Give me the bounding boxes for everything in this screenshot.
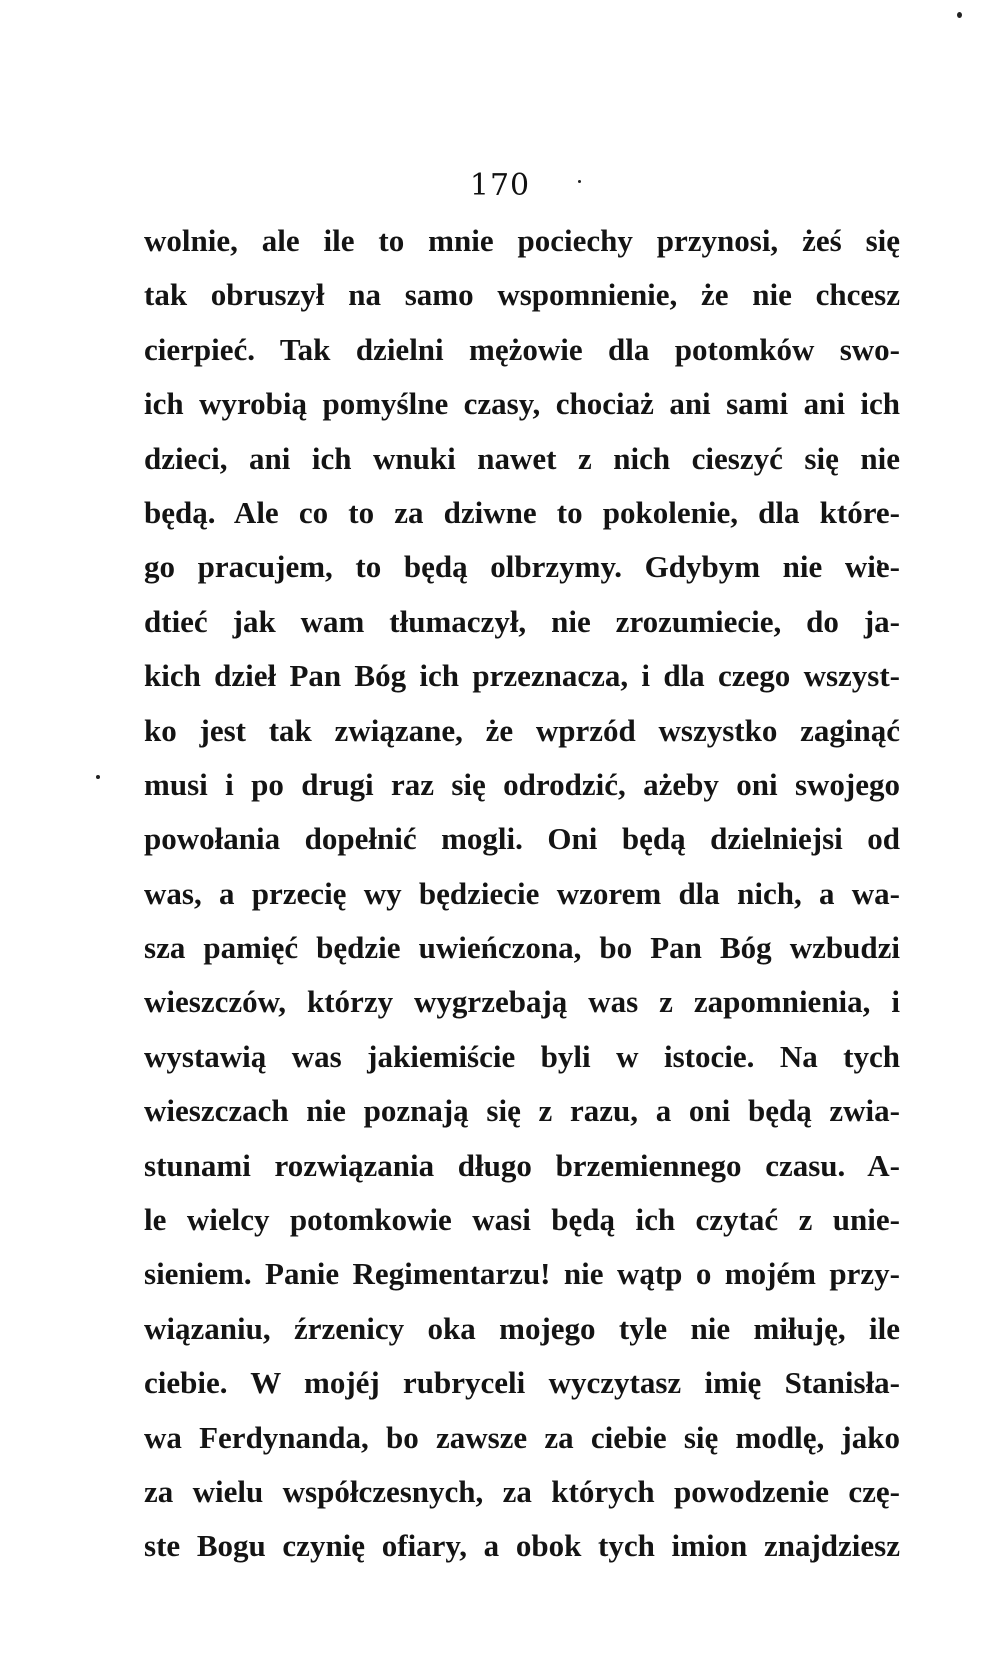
text-line: musi i po drugi raz się odrodzić, ażeby oni swojego: [144, 766, 900, 802]
text-line: sieniem. Panie Regimentarzu! nie wątp o mojém przy-: [144, 1256, 900, 1292]
text-line: ich wyrobią pomyślne czasy, chociaż ani sami ani ich: [144, 386, 900, 422]
text-line: wieszczach nie poznają się z razu, a oni będą zwia-: [144, 1093, 900, 1129]
text-line: was, a przecię wy będziecie wzorem dla nich, a wa-: [144, 875, 900, 911]
text-line: za wielu współczesnych, za których powodzenie czę-: [144, 1473, 900, 1509]
text-line: stunami rozwiązania długo brzemiennego czasu. A-: [144, 1147, 900, 1183]
text-line: sza pamięć będzie uwieńczona, bo Pan Bóg wzbudzi: [144, 930, 900, 966]
print-speck: [957, 12, 962, 18]
text-line: ko jest tak związane, że wprzód wszystko zaginąć: [144, 712, 900, 748]
text-line: będą. Ale co to za dziwne to pokolenie, dla które-: [144, 494, 900, 530]
text-line: ste Bogu czynię ofiary, a obok tych imion znajdziesz: [144, 1528, 900, 1564]
text-line: wystawią was jakiemiście byli w istocie. Na tych: [144, 1038, 900, 1074]
print-speck: [96, 775, 100, 779]
text-line: tak obruszył na samo wspomnienie, że nie chcesz: [144, 277, 900, 313]
text-line: go pracujem, to będą olbrzymy. Gdybym nie wie-: [144, 549, 900, 585]
text-line: wa Ferdynanda, bo zawsze za ciebie się modlę, jako: [144, 1419, 900, 1455]
text-line: dzieci, ani ich wnuki nawet z nich cieszyć się nie: [144, 440, 900, 476]
text-line: wolnie, ale ile to mnie pociechy przynosi, żeś się: [144, 223, 900, 258]
page-number: 170: [469, 168, 531, 203]
text-line: cierpieć. Tak dzielni mężowie dla potomków swo-: [144, 331, 900, 367]
body-text: [144, 214, 900, 1574]
text-line: wieszczów, którzy wygrzebają was z zapomnienia, i: [144, 984, 900, 1020]
text-line: ciebie. W mojéj rubryceli wyczytasz imię Stanisła-: [144, 1365, 900, 1401]
text-line: dtieć jak wam tłumaczył, nie zrozumiecie, do ja-: [144, 603, 900, 639]
text-line: powołania dopełnić mogli. Oni będą dzielniejsi od: [144, 821, 900, 857]
text-line: le wielcy potomkowie wasi będą ich czytać z unie-: [144, 1202, 900, 1238]
text-line: kich dzieł Pan Bóg ich przeznacza, i dla czego wszyst-: [144, 658, 900, 694]
text-line: wiązaniu, źrzenicy oka mojego tyle nie miłuję, ile: [144, 1310, 900, 1346]
